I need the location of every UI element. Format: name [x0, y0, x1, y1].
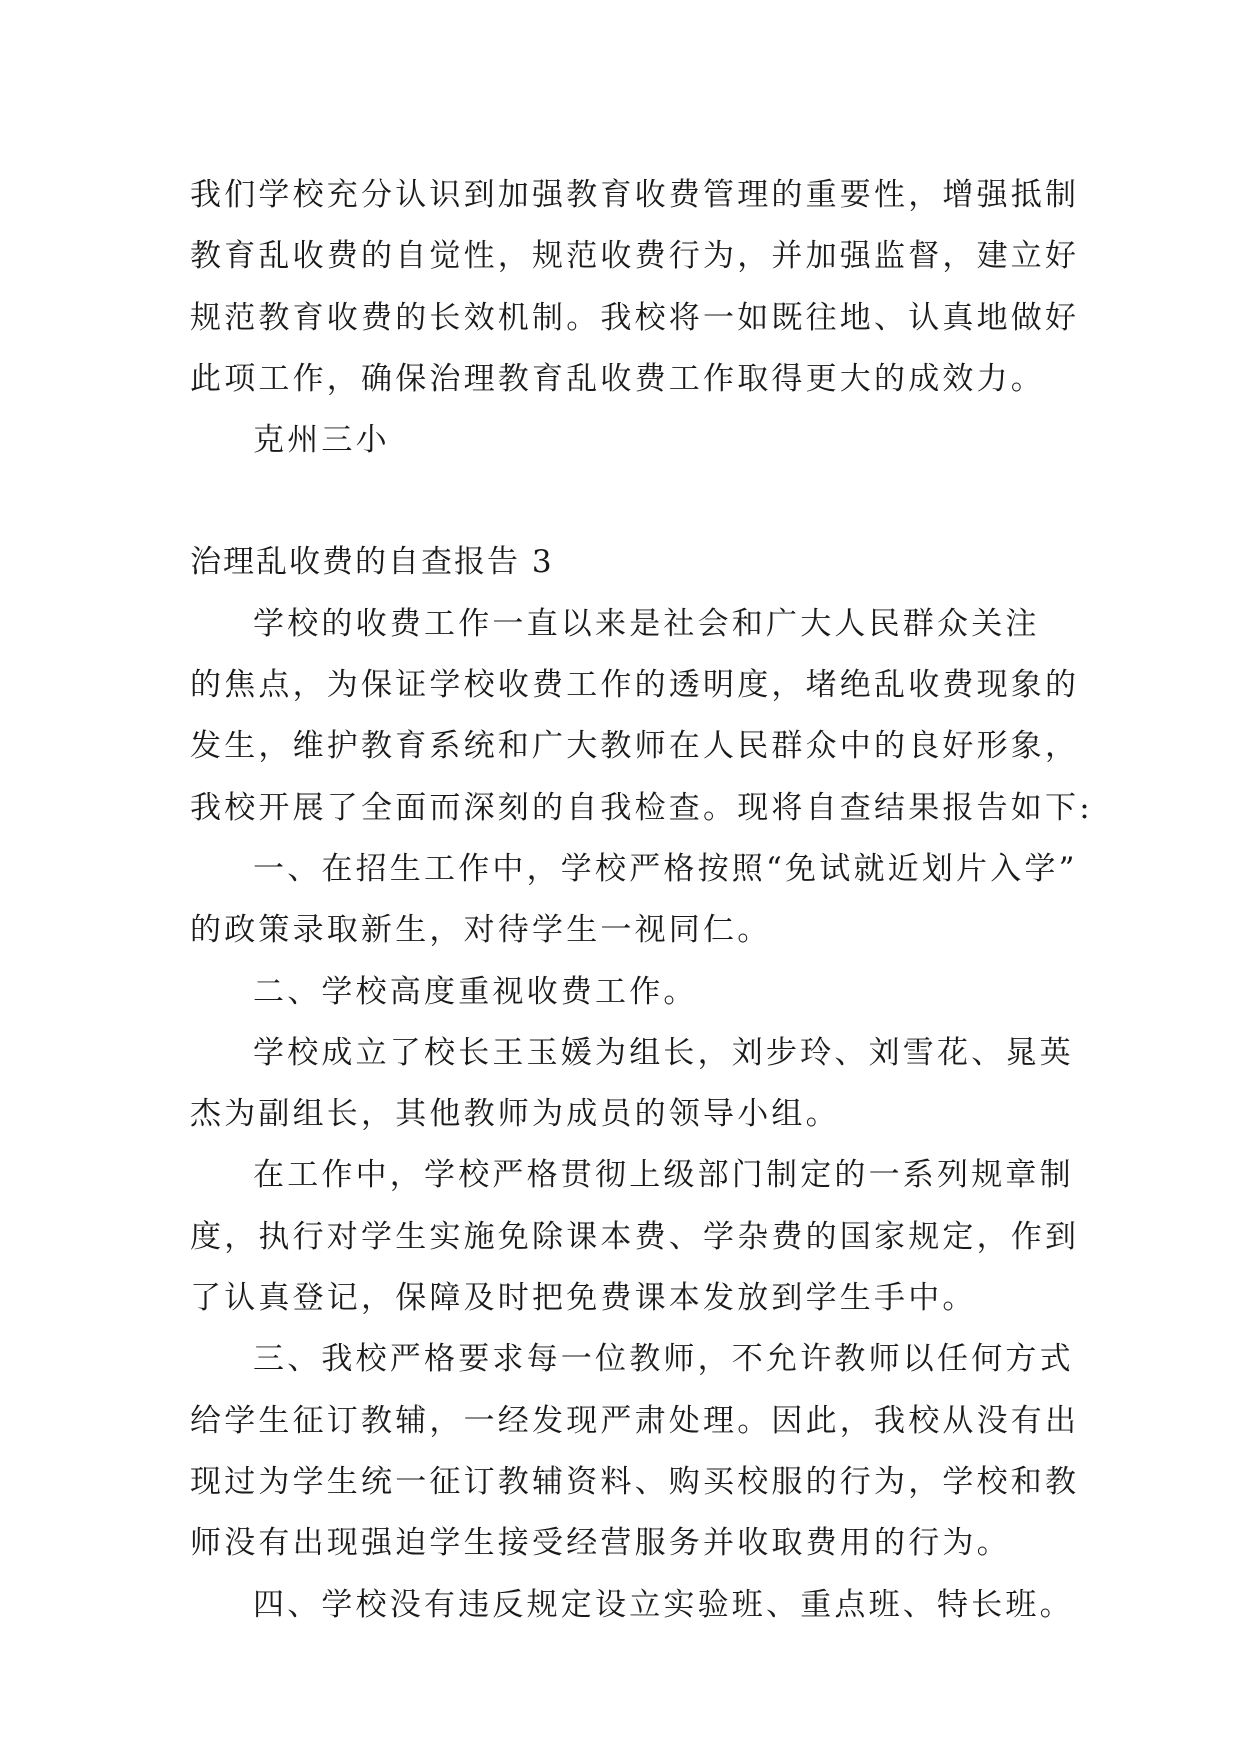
paragraph-line: 度，执行对学生实施免除课本费、学杂费的国家规定，作到 [190, 1218, 1080, 1255]
section-gap [190, 471, 1070, 532]
paragraph-line: 学校成立了校长王玉媛为组长，刘步玲、刘雪花、晁英 [253, 1034, 1074, 1071]
paragraph-line: 发生，维护教育系统和广大教师在人民群众中的良好形象， [190, 728, 1080, 765]
section-title: 治理乱收费的自查报告 3 [190, 544, 554, 581]
paragraph-line: 我们学校充分认识到加强教育收费管理的重要性，增强抵制 [190, 177, 1080, 213]
paragraph-line: 此项工作，确保治理教育乱收费工作取得更大的成效力。 [190, 360, 1045, 397]
paragraph-line: 杰为副组长，其他教师为成员的领导小组。 [190, 1096, 840, 1133]
paragraph-line: 给学生征订教辅，一经发现严肃处理。因此，我校从没有出 [190, 1402, 1080, 1439]
paragraph-line: 我校开展了全面而深刻的自我检查。现将自查结果报告如下: [190, 789, 1093, 826]
paragraph-line: 的政策录取新生，对待学生一视同仁。 [190, 912, 772, 949]
document-body [190, 165, 1093, 1636]
paragraph-line: 教育乱收费的自觉性，规范收费行为，并加强监督，建立好 [190, 238, 1080, 275]
paragraph-line: 四、学校没有违反规定设立实验班、重点班、特长班。 [253, 1586, 1074, 1623]
paragraph-line: 一、在招生工作中，学校严格按照“免试就近划片入学” [253, 850, 1078, 887]
paragraph-line: 学校的收费工作一直以来是社会和广大人民群众关注 [253, 605, 1040, 642]
paragraph-line: 的焦点，为保证学校收费工作的透明度，堵绝乱收费现象的 [190, 667, 1080, 704]
paragraph-line: 三、我校严格要求每一位教师，不允许教师以任何方式 [253, 1341, 1074, 1378]
paragraph-line: 现过为学生统一征订教辅资料、购买校服的行为，学校和教 [190, 1463, 1080, 1500]
paragraph-line: 二、学校高度重视收费工作。 [253, 973, 698, 1010]
paragraph-line: 了认真登记，保障及时把免费课本发放到学生手中。 [190, 1280, 977, 1317]
paragraph-line: 在工作中，学校严格贯彻上级部门制定的一系列规章制 [253, 1157, 1074, 1194]
signature: 克州三小 [253, 422, 390, 459]
paragraph-line: 师没有出现强迫学生接受经营服务并收取费用的行为。 [190, 1525, 1011, 1562]
paragraph-line: 规范教育收费的长效机制。我校将一如既往地、认真地做好 [190, 299, 1080, 336]
